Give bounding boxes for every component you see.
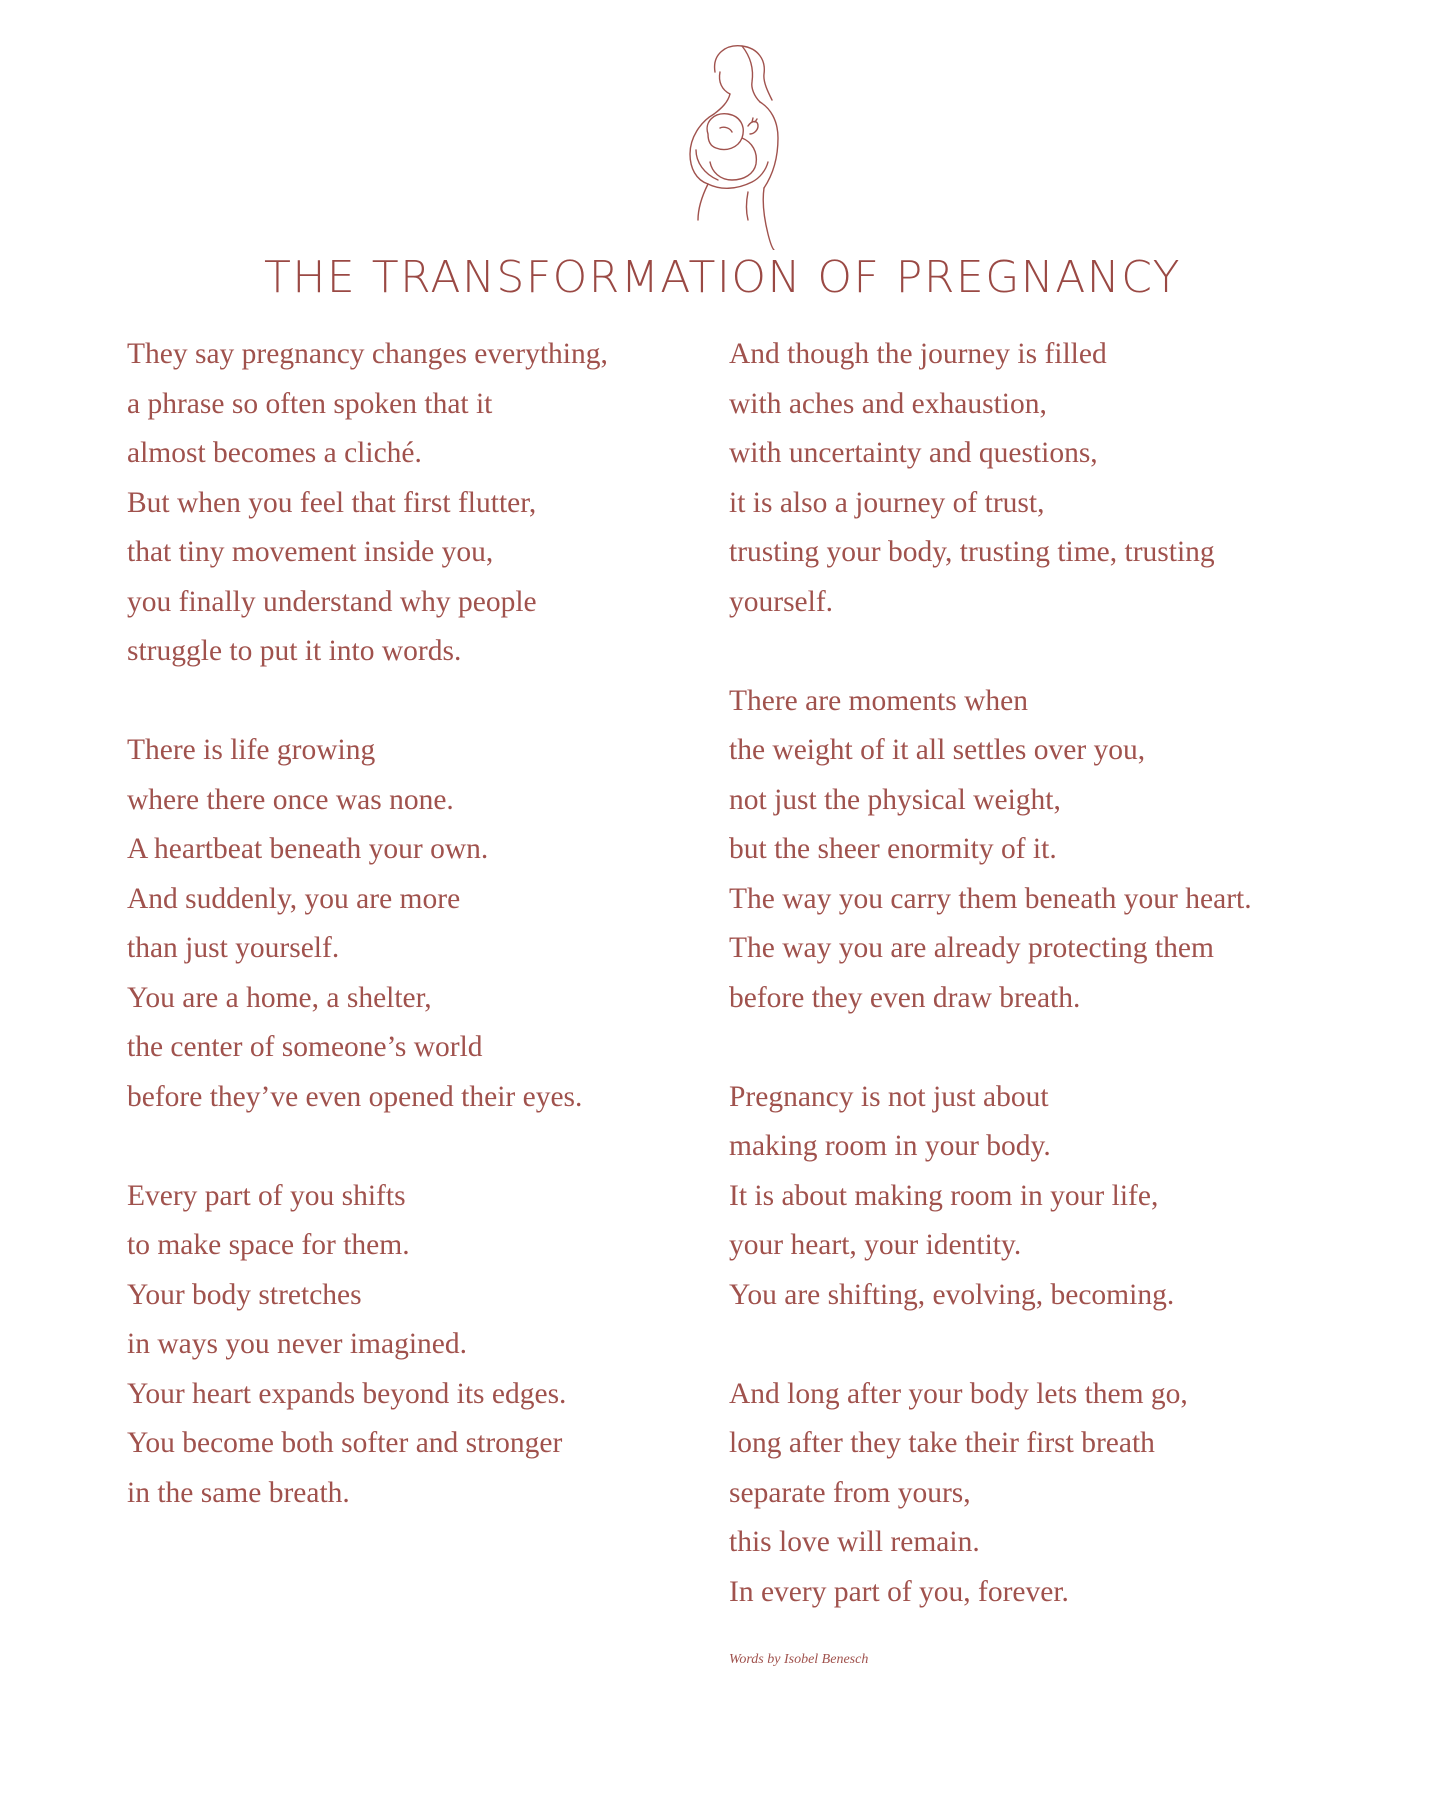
stanza (729, 1073, 1369, 1321)
poem-line: But when you feel that first flutter, (127, 486, 537, 519)
poem-line: before they’ve even opened their eyes. (127, 1080, 583, 1113)
poem-line: this love will remain. (729, 1526, 980, 1558)
poem-line: A heartbeat beneath your own. (127, 833, 489, 865)
poem-line: And long after your body lets them go, (729, 1377, 1188, 1410)
stanza (127, 1172, 707, 1519)
poem-line: separate from yours, (729, 1476, 971, 1509)
poem-line: with aches and exhaustion, (729, 387, 1047, 420)
poem-line: that tiny movement inside you, (127, 536, 494, 568)
poem-line: but the sheer enormity of it. (729, 833, 1057, 865)
poem-line: the center of someone’s world (127, 1031, 483, 1063)
poem-line: yourself. (729, 585, 834, 618)
stanza (729, 330, 1369, 627)
poem-line: There are moments when (729, 684, 1028, 717)
poem-line: It is about making room in your life, (729, 1179, 1159, 1212)
poem-line: Your body stretches (127, 1278, 362, 1311)
poem-line: You are shifting, evolving, becoming. (729, 1278, 1175, 1311)
stanza (729, 677, 1369, 1024)
poem-line: almost becomes a cliché. (127, 437, 422, 469)
page-title: THE TRANSFORMATION OF PREGNANCY (263, 252, 1182, 303)
poem-line: making room in your body. (729, 1130, 1051, 1162)
poem-right-column (729, 330, 1369, 1667)
stanza (127, 726, 707, 1122)
poem-line: in ways you never imagined. (127, 1328, 467, 1360)
poem-line: it is also a journey of trust, (729, 486, 1045, 519)
poem-line: The way you are already protecting them (729, 932, 1214, 964)
poem-line: Pregnancy is not just about (729, 1080, 1049, 1113)
poem-line: with uncertainty and questions, (729, 437, 1098, 469)
poem-line: a phrase so often spoken that it (127, 387, 493, 420)
poem-line: the weight of it all settles over you, (729, 734, 1146, 766)
poem-left-column (127, 330, 707, 1568)
poem-line: where there once was none. (127, 783, 454, 816)
poem-line: in the same breath. (127, 1476, 350, 1509)
poem-line: before they even draw breath. (729, 981, 1081, 1014)
poem-line: They say pregnancy changes everything, (127, 338, 608, 370)
poem-line: to make space for them. (127, 1229, 410, 1261)
mother-and-baby-line-art-icon (660, 42, 790, 250)
poem-line: There is life growing (127, 734, 376, 766)
poem-line: than just yourself. (127, 932, 340, 964)
poem-line: Your heart expands beyond its edges. (127, 1377, 567, 1410)
poem-line: And though the journey is filled (729, 338, 1107, 370)
poem-line: trusting your body, trusting time, trusting (729, 536, 1215, 568)
poem-line: you finally understand why people (127, 585, 537, 618)
poem-line: The way you carry them beneath your heart. (729, 882, 1252, 915)
poem-line: You become both softer and stronger (127, 1427, 563, 1459)
poem-line: You are a home, a shelter, (127, 981, 432, 1014)
poem-line: struggle to put it into words. (127, 635, 462, 667)
stanza (127, 330, 707, 677)
poem-line: not just the physical weight, (729, 783, 1061, 816)
poem-line: In every part of you, forever. (729, 1575, 1069, 1608)
poem-line: And suddenly, you are more (127, 882, 461, 915)
poem-line: Every part of you shifts (127, 1179, 406, 1212)
stanza (729, 1370, 1369, 1618)
poem-line: your heart, your identity. (729, 1229, 1022, 1261)
author-credit: Words by Isobel Benesch (729, 1652, 869, 1667)
poem-line: long after they take their first breath (729, 1427, 1155, 1459)
